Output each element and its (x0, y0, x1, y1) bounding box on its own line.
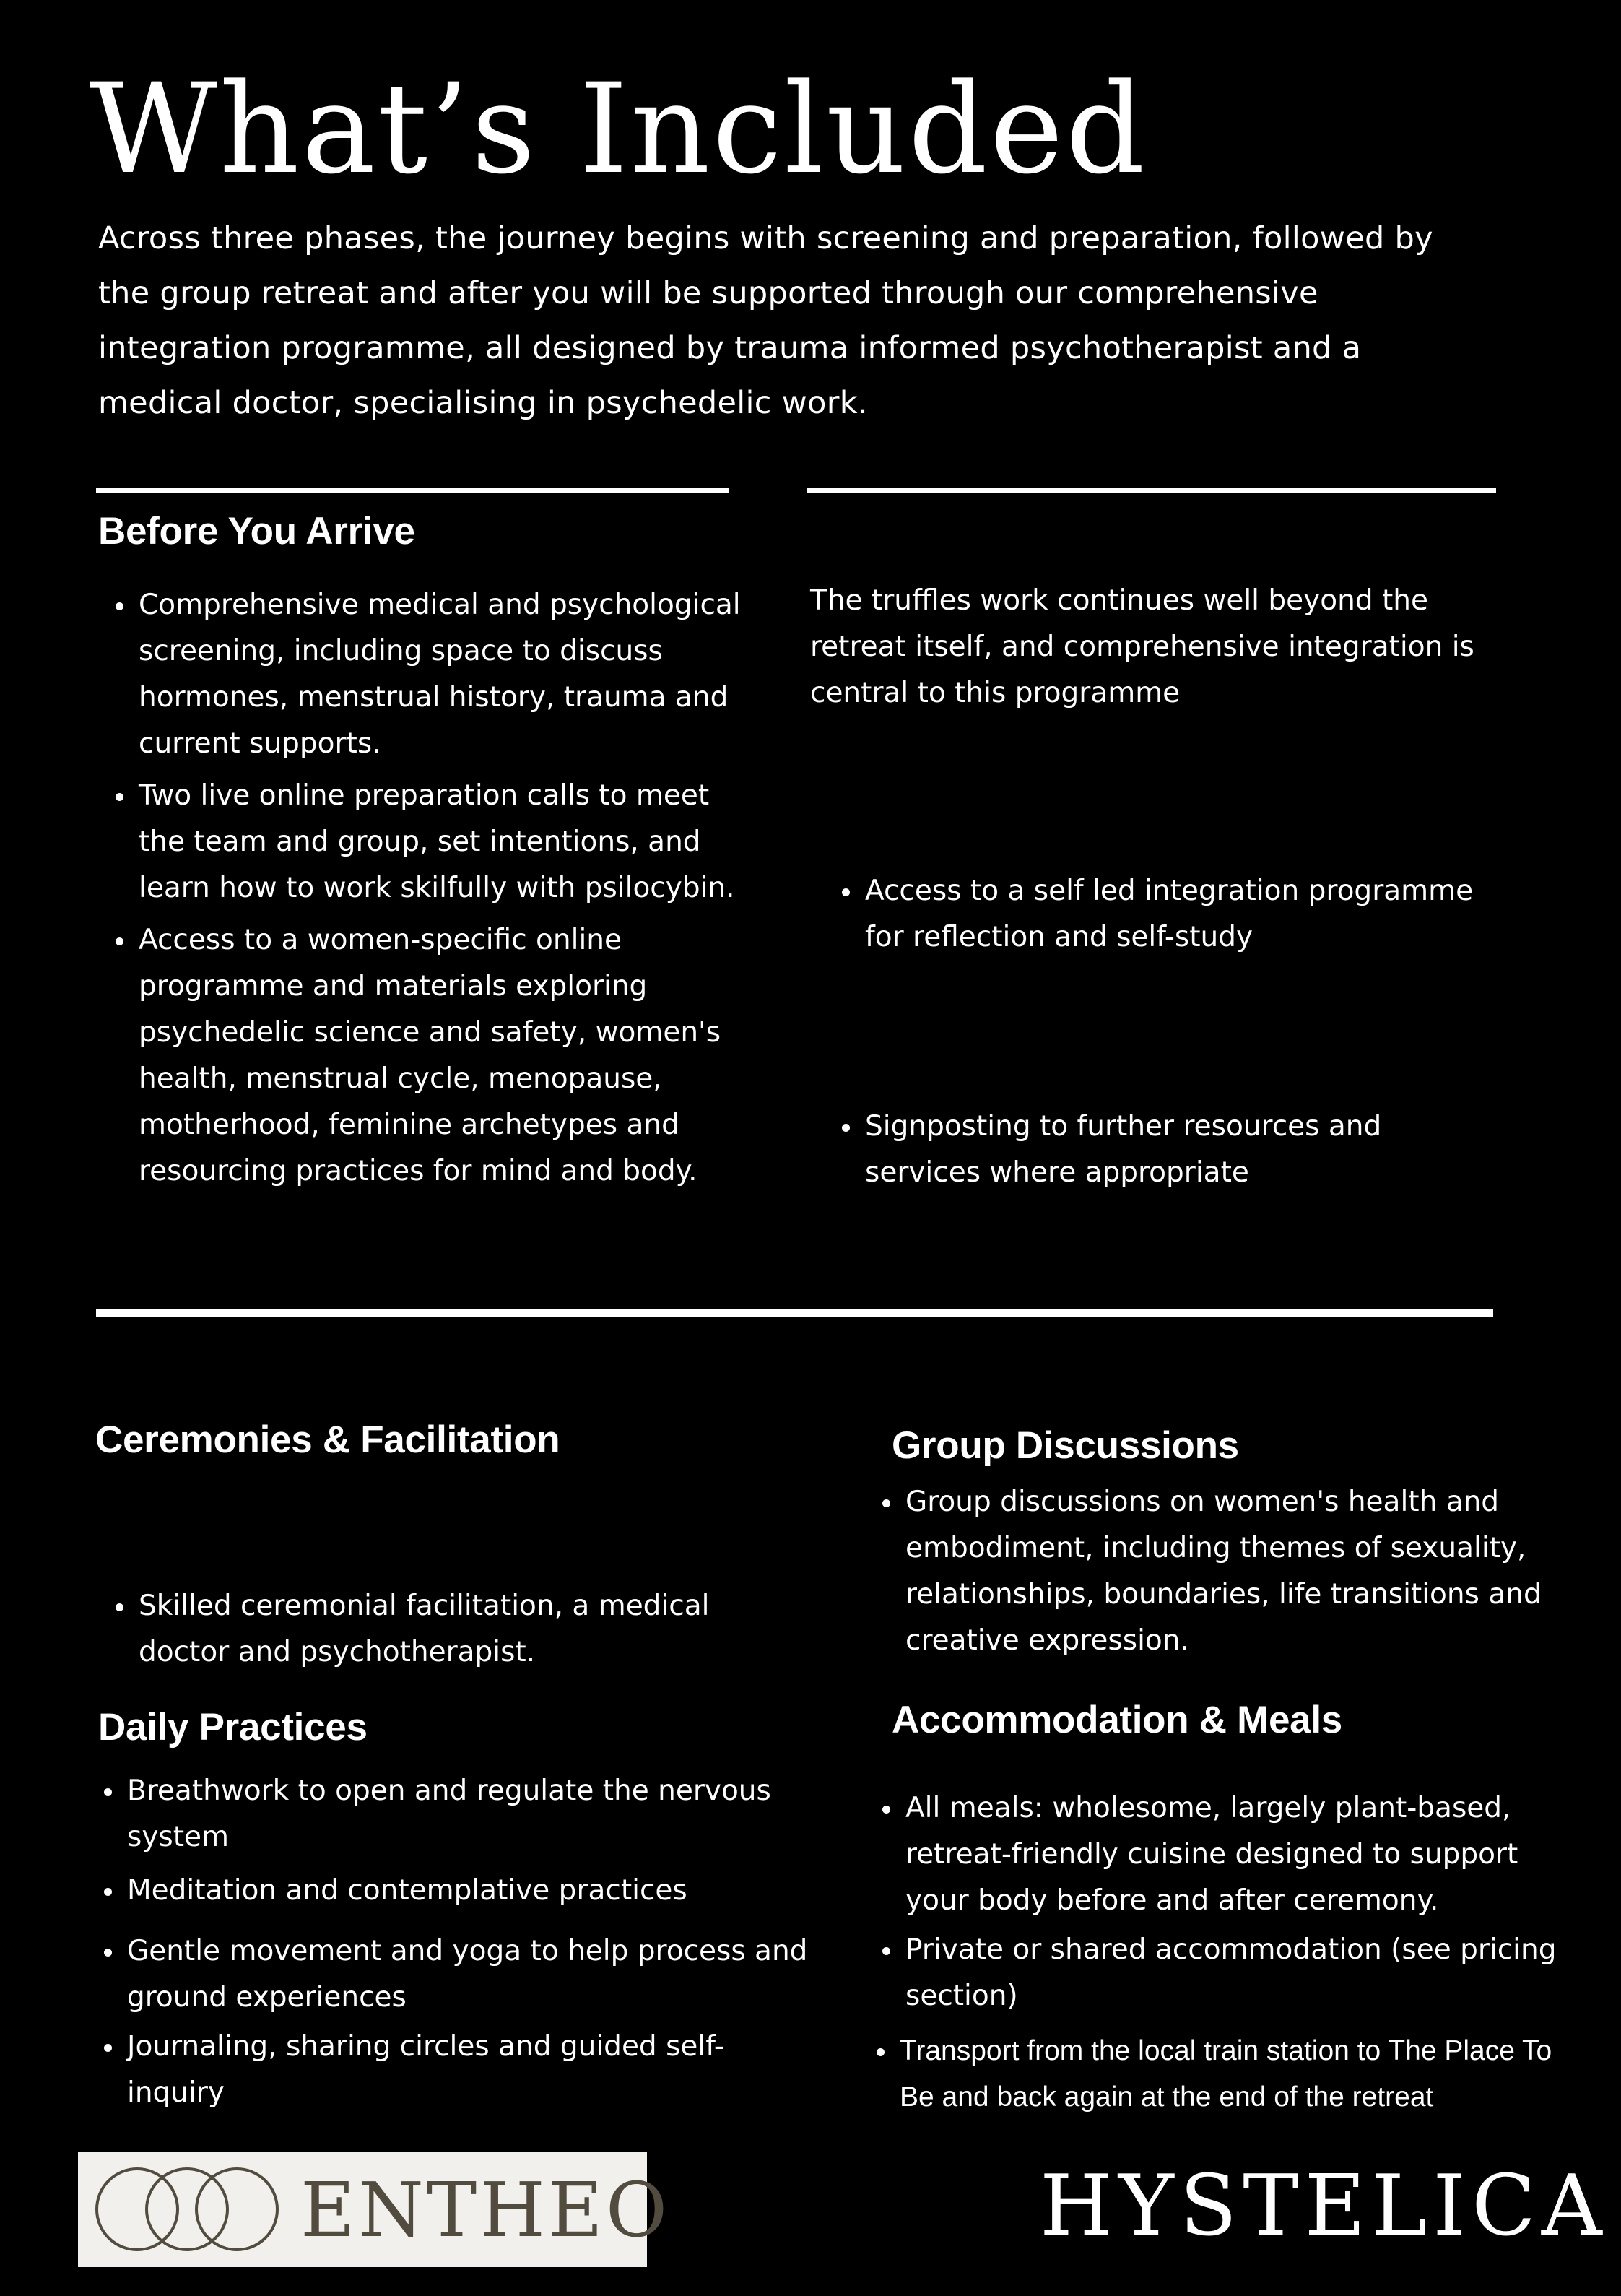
integration-text: The truffles work continues well beyond the retreat itself, and comprehensive integration is central to this programme (810, 584, 1474, 709)
list-item: Access to a women-specific online programme and materials exploring psychedelic science and safety, women's health, menstrual cycle, menopause, motherhood, feminine archetypes and resourcing practices for mind and body. (98, 917, 748, 1195)
entheo-wordmark: ENTHEO (300, 2166, 671, 2254)
list-item: Meditation and contemplative practices (87, 1868, 816, 1914)
intro-paragraph: Across three phases, the journey begins with screening and preparation, followed by the group retreat and after you will be supported through our comprehensive integration programme, all designed by trauma informed psychotherapist and a medical doctor, specialising in psychedelic work. (98, 220, 1433, 421)
list-item: Access to a self led integration programme for reflection and self-study (825, 868, 1503, 961)
ceremonies-list (98, 1583, 791, 1676)
divider-full (96, 1309, 1493, 1317)
daily-practices-heading: Daily Practices (98, 1706, 368, 1749)
ceremonies-heading: Ceremonies & Facilitation (95, 1418, 560, 1461)
list-item: Private or shared accommodation (see pricing section) (865, 1927, 1558, 2019)
accommodation-list (865, 1785, 1558, 2019)
before-arrive-heading: Before You Arrive (98, 510, 415, 553)
accommodation-heading: Accommodation & Meals (892, 1699, 1342, 1741)
list-item: Signposting to further resources and services where appropriate (825, 1104, 1503, 1196)
list-item: Gentle movement and yoga to help process and ground experiences (87, 1928, 816, 2021)
daily-practices-list (87, 1768, 816, 2116)
list-item: Journaling, sharing circles and guided self-inquiry (87, 2024, 816, 2116)
three-interlocking-rings-icon (92, 2166, 282, 2253)
list-item: All meals: wholesome, largely plant-based, retreat-friendly cuisine designed to support your body before and after ceremony. (865, 1785, 1558, 1924)
integration-list-2 (825, 1104, 1503, 1196)
transport-list (859, 2028, 1552, 2120)
divider-left (96, 488, 729, 493)
group-discussions-list (865, 1479, 1558, 1664)
integration-list-1 (825, 868, 1503, 961)
list-item: Breathwork to open and regulate the nervous system (87, 1768, 816, 1860)
before-arrive-list (98, 582, 748, 1195)
entheo-logo (78, 2152, 671, 2267)
list-item: Comprehensive medical and psychological screening, including space to discuss hormones, menstrual history, trauma and current supports. (98, 582, 748, 767)
group-discussions-heading: Group Discussions (892, 1424, 1239, 1467)
hystelica-logo: HYSTELICA (1040, 2157, 1608, 2255)
divider-right (807, 488, 1496, 493)
list-item: Transport from the local train station to The Place To Be and back again at the end of the retreat (859, 2028, 1552, 2120)
list-item: Skilled ceremonial facilitation, a medical doctor and psychotherapist. (98, 1583, 791, 1676)
list-item: Two live online preparation calls to meet the team and group, set intentions, and learn how to work skilfully with psilocybin. (98, 773, 748, 911)
page-title: What’s Included (90, 56, 1147, 202)
list-item: Group discussions on women's health and embodiment, including themes of sexuality, relationships, boundaries, life transitions and creative expression. (865, 1479, 1558, 1664)
